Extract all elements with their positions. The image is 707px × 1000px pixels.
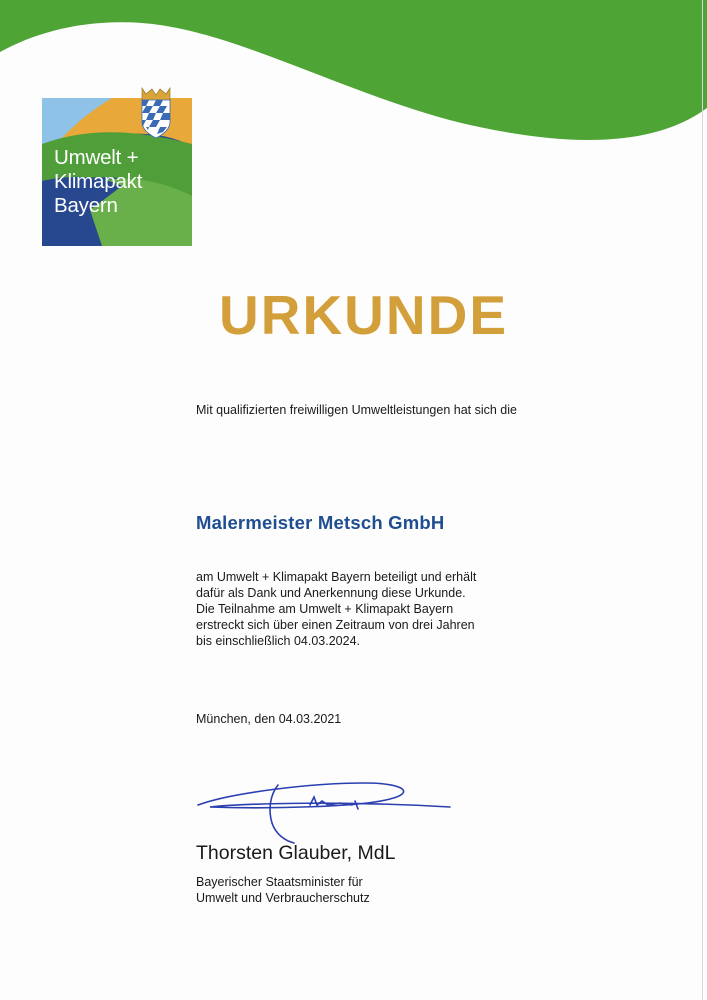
page-edge-line [702, 0, 703, 1000]
logo-line-1: Umwelt + [54, 146, 139, 169]
body-line: dafür als Dank und Anerkennung diese Urkunde. [196, 586, 466, 600]
umwelt-klimapakt-logo [42, 86, 192, 246]
body-line: bis einschließlich 04.03.2024. [196, 634, 360, 648]
body-line: erstreckt sich über einen Zeitraum von drei Jahren [196, 618, 475, 632]
logo-line-3: Bayern [54, 194, 118, 217]
signer-role [196, 874, 370, 906]
role-line: Bayerischer Staatsminister für [196, 875, 363, 889]
logo-line-2: Klimapakt [54, 170, 143, 193]
bavarian-crest-icon [142, 88, 170, 138]
handwritten-signature [190, 765, 460, 845]
signer-name: Thorsten Glauber, MdL [196, 842, 396, 864]
role-line: Umwelt und Verbraucherschutz [196, 891, 370, 905]
intro-text: Mit qualifizierten freiwilligen Umweltleistungen hat sich die [196, 403, 517, 417]
body-line: Die Teilnahme am Umwelt + Klimapakt Bayern [196, 602, 454, 616]
body-line: am Umwelt + Klimapakt Bayern beteiligt und erhält [196, 570, 477, 584]
company-name: Malermeister Metsch GmbH [196, 512, 445, 533]
place-and-date: München, den 04.03.2021 [196, 712, 342, 726]
certificate-title: URKUNDE [219, 284, 508, 346]
logo-wordmark [54, 146, 142, 218]
certificate-body [196, 569, 526, 649]
